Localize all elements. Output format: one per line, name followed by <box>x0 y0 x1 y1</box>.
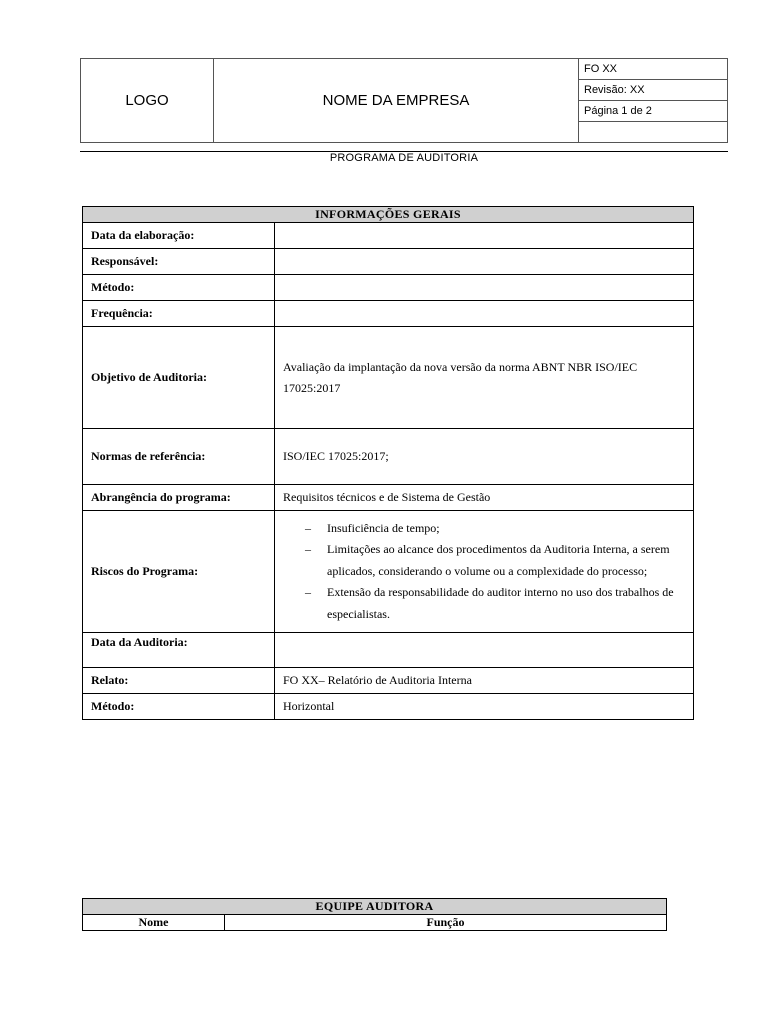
risks-list <box>283 518 685 626</box>
row-value[interactable] <box>275 223 694 249</box>
company-name: NOME DA EMPRESA <box>214 59 579 143</box>
table-row <box>83 694 694 720</box>
table-row <box>83 249 694 275</box>
row-value[interactable] <box>275 275 694 301</box>
general-info-table <box>82 206 694 720</box>
audit-team-title: EQUIPE AUDITORA <box>83 899 667 915</box>
table-row <box>83 429 694 485</box>
row-label: Responsável: <box>83 249 275 275</box>
row-value[interactable]: Avaliação da implantação da nova versão da norma ABNT NBR ISO/IEC 17025:2017 <box>275 327 694 429</box>
table-row <box>83 301 694 327</box>
row-label: Método: <box>83 275 275 301</box>
row-label: Normas de referência: <box>83 429 275 485</box>
row-value[interactable] <box>275 249 694 275</box>
row-value[interactable]: ISO/IEC 17025:2017; <box>275 429 694 485</box>
row-label: Método: <box>83 694 275 720</box>
table-row <box>83 275 694 301</box>
revision: Revisão: XX <box>579 80 728 101</box>
row-value[interactable]: Horizontal <box>275 694 694 720</box>
page-number: Página 1 de 2 <box>579 101 728 122</box>
row-value[interactable]: FO XX– Relatório de Auditoria Interna <box>275 668 694 694</box>
column-header-role: Função <box>225 915 667 931</box>
row-label: Frequência: <box>83 301 275 327</box>
table-row <box>83 223 694 249</box>
risks-cell[interactable] <box>275 511 694 633</box>
table-row <box>83 327 694 429</box>
row-value[interactable] <box>275 633 694 668</box>
row-label: Abrangência do programa: <box>83 485 275 511</box>
row-label: Objetivo de Auditoria: <box>83 327 275 429</box>
list-item: – Limitações ao alcance dos procedimentos da Auditoria Interna, a serem aplicados, considerando o volume ou a complexidade do processo; <box>305 539 685 582</box>
document-title: PROGRAMA DE AUDITORIA <box>329 152 479 164</box>
row-label: Riscos do Programa: <box>83 511 275 633</box>
form-code: FO XX <box>579 59 728 80</box>
audit-team-table <box>82 898 667 931</box>
list-item: – Insuficiência de tempo; <box>305 518 685 540</box>
logo-placeholder: LOGO <box>81 59 214 143</box>
table-row <box>83 485 694 511</box>
row-label: Data da elaboração: <box>83 223 275 249</box>
document-header <box>80 58 728 143</box>
table-row <box>83 668 694 694</box>
general-info-title: INFORMAÇÕES GERAIS <box>83 207 694 223</box>
table-row <box>83 511 694 633</box>
table-row <box>83 633 694 668</box>
blank-meta-cell <box>579 122 728 143</box>
column-header-name: Nome <box>83 915 225 931</box>
row-value[interactable]: Requisitos técnicos e de Sistema de Gestão <box>275 485 694 511</box>
row-label: Data da Auditoria: <box>83 633 275 668</box>
list-item: – Extensão da responsabilidade do auditor interno no uso dos trabalhos de especialistas. <box>305 582 685 625</box>
row-value[interactable] <box>275 301 694 327</box>
row-label: Relato: <box>83 668 275 694</box>
